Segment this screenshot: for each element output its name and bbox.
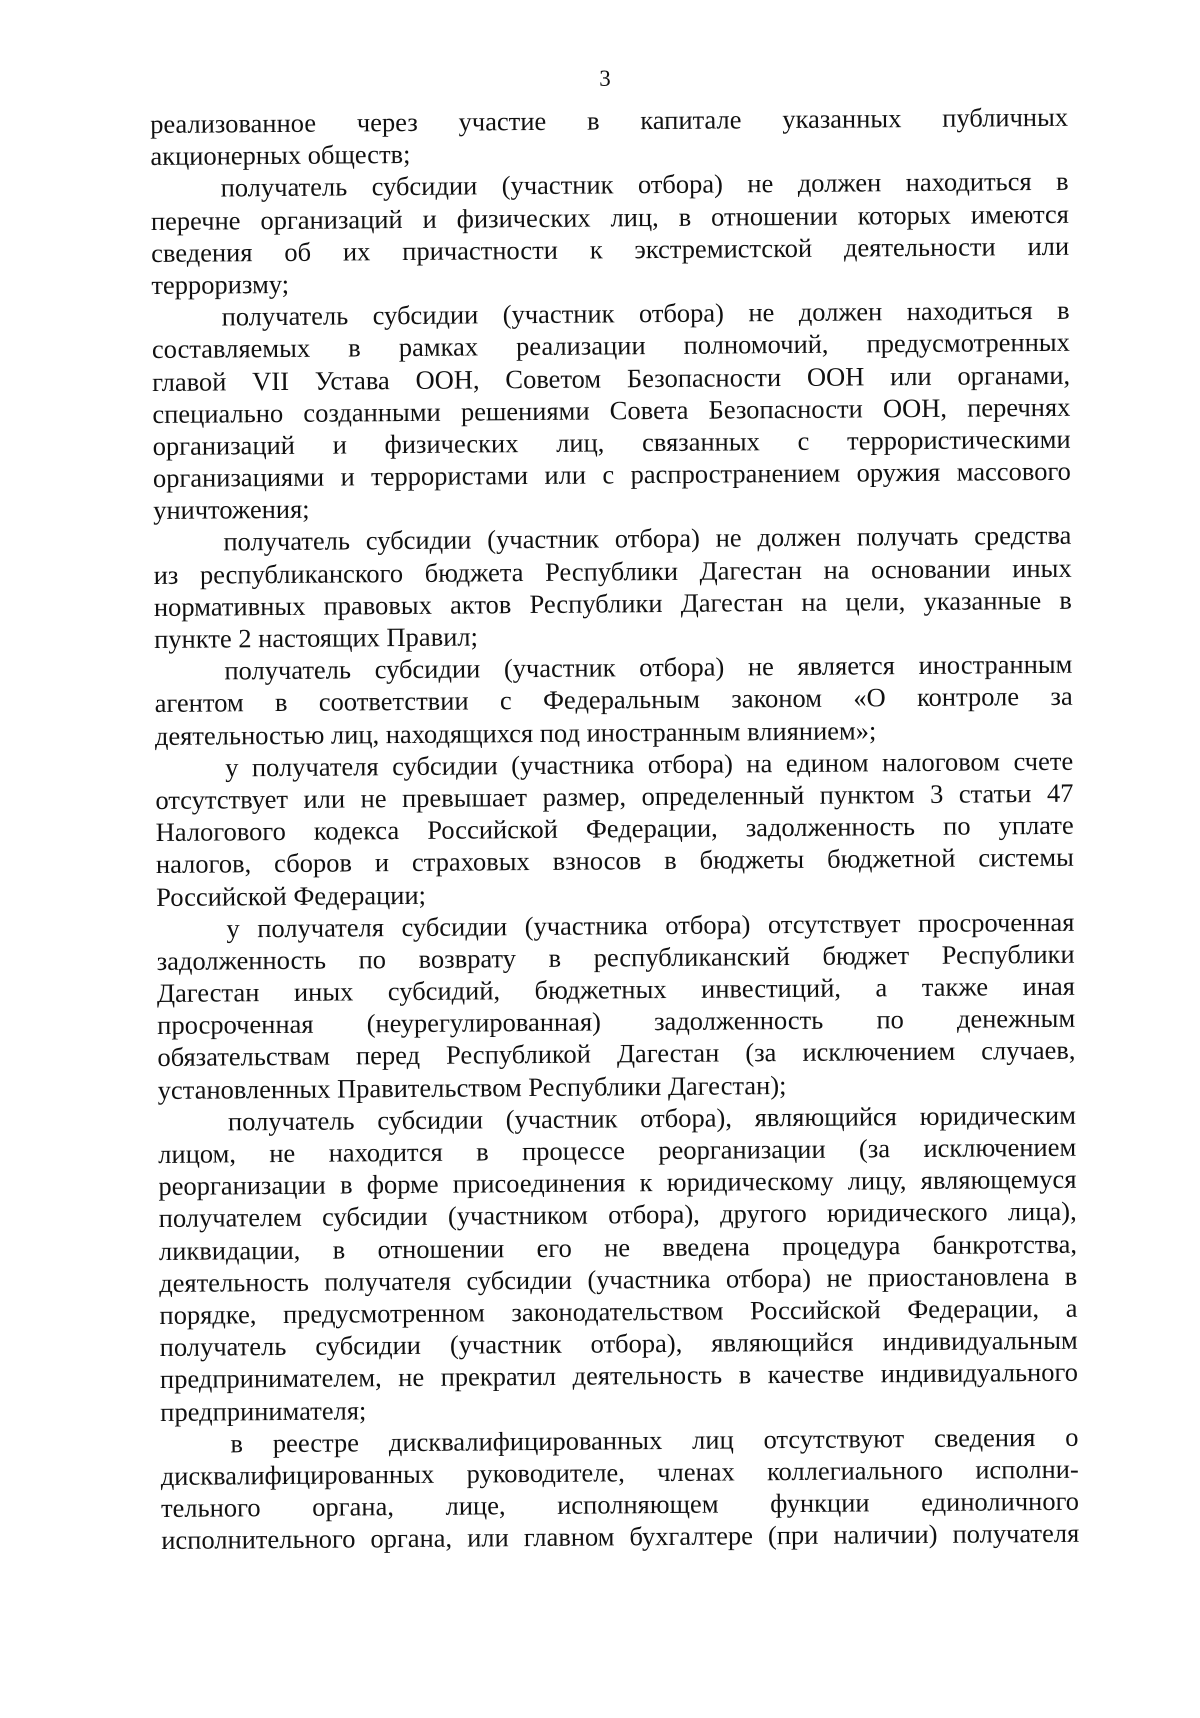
document-line: установленных Правительством Республики Дагестан);: [157, 1069, 787, 1105]
document-line: деятельностью лиц, находящихся под иностранным влиянием»;: [154, 714, 877, 751]
document-line: деятельность получателя субсидии (участника отбора) не приостановлена в: [159, 1260, 1078, 1298]
document-line: дисквалифицированных руководителе, членах коллегиального исполни-: [160, 1453, 1079, 1491]
document-line: нормативных правовых актов Республики Дагестан на цели, указанные в: [153, 584, 1073, 622]
document-line: получатель субсидии (участник отбора) не должен получать средства: [223, 520, 1072, 557]
document-line: получателем субсидии (участником отбора), другого юридического лица),: [158, 1196, 1077, 1234]
document-line: у получателя субсидии (участника отбора) на едином налоговом счете: [225, 745, 1074, 783]
document-line: порядке, предусмотренном законодательством Российской Федерации, а: [159, 1292, 1078, 1330]
document-line: Российской Федерации;: [156, 879, 427, 912]
document-line: агентом в соответствии с Федеральным законом «О контроле за: [154, 681, 1073, 719]
document-line: перечне организаций и физических лиц, в отношении которых имеются: [150, 198, 1069, 236]
document-line: терроризму;: [151, 268, 290, 300]
document-line: организациями и террористами или с распространением оружия массового: [152, 455, 1071, 494]
document-line: лицом, не находится в процессе реорганизации (за исключением: [158, 1131, 1077, 1169]
document-line: ликвидации, в отношении его не введена процедура банкротства,: [158, 1228, 1078, 1266]
document-line: Налогового кодекса Российской Федерации, задолженность по уплате: [155, 809, 1074, 848]
document-line: уничтожения;: [153, 494, 310, 526]
document-line: акционерных обществ;: [150, 139, 411, 172]
document-line: получатель субсидии (участник отбора), являющийся индивидуальным: [159, 1324, 1078, 1363]
document-line: реализованное через участие в капитале указанных публичных: [150, 101, 1069, 139]
document-line: налогов, сборов и страховых взносов в бюджеты бюджетной системы: [155, 842, 1075, 880]
document-line: реорганизации в форме присоединения к юридическому лицу, являющемуся: [158, 1163, 1077, 1202]
document-line: исполнительного органа, или главном бухгалтере (при наличии) получателя: [161, 1517, 1080, 1556]
document-line: задолженность по возврату в республиканский бюджет Республики: [156, 938, 1075, 976]
document-body: [150, 101, 1079, 1557]
page-number: 3: [599, 66, 611, 91]
document-line: составляемых в рамках реализации полномочий, предусмотренных: [151, 327, 1070, 365]
document-line: предпринимателя;: [160, 1394, 367, 1427]
document-line: получатель субсидии (участник отбора) не должен находиться в: [220, 166, 1069, 203]
document-line: из республиканского бюджета Республики Дагестан на основании иных: [153, 552, 1072, 590]
document-line: специально созданными решениями Совета Безопасности ООН, перечнях: [152, 391, 1071, 429]
document-line: у получателя субсидии (участника отбора) отсутствует просроченная: [226, 906, 1075, 944]
document-line: просроченная (неурегулированная) задолженность по денежным: [157, 1003, 1076, 1041]
document-line: главой VII Устава ООН, Советом Безопасности ООН или органами,: [152, 359, 1071, 397]
document-line: получатель субсидии (участник отбора) не должен находиться в: [221, 294, 1070, 332]
document-line: получатель субсидии (участник отбора), являющийся юридическим: [227, 1099, 1077, 1137]
document-line: обязательствам перед Республикой Дагестан (за исключением случаев,: [157, 1035, 1076, 1073]
document-line: Дагестан иных субсидий, бюджетных инвестиций, а также иная: [156, 970, 1076, 1009]
document-line: организаций и физических лиц, связанных с террористическими: [152, 423, 1071, 461]
document-line: сведения об их причастности к экстремистской деятельности или: [151, 230, 1070, 268]
document-line: отсутствует или не превышает размер, определенный пунктом 3 статьи 47: [155, 777, 1074, 815]
document-line: предпринимателем, не прекратил деятельность в качестве индивидуального: [159, 1357, 1079, 1395]
document-line: тельного органа, лице, исполняющем функции единоличного: [160, 1485, 1080, 1524]
document-line: получатель субсидии (участник отбора) не является иностранным: [224, 648, 1073, 686]
document-line: в реестре дисквалифицированных лиц отсутствуют сведения о: [230, 1421, 1079, 1459]
document-line: пункте 2 настоящих Правил;: [154, 621, 479, 654]
